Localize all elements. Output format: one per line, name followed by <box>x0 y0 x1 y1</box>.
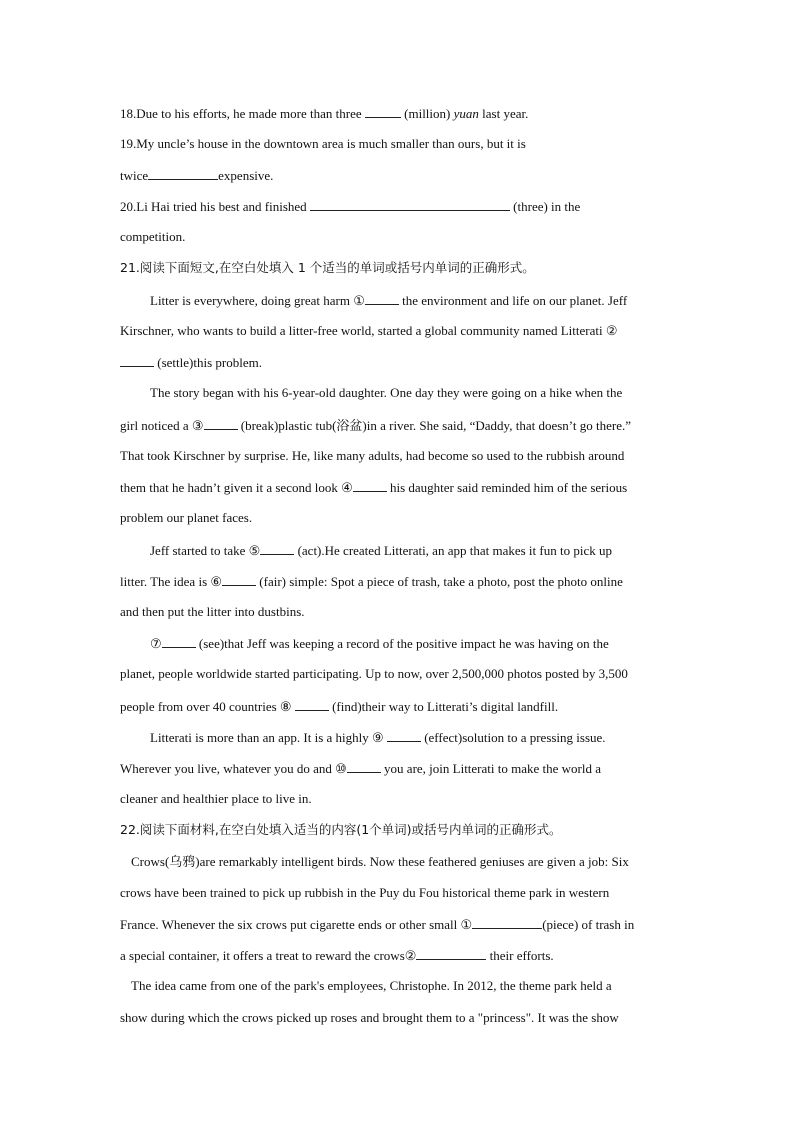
answer-blank[interactable] <box>347 760 381 773</box>
q21-p4-line-1 <box>150 635 609 652</box>
question-19-line-2 <box>120 167 273 184</box>
q22-p2-line-2 <box>120 1010 619 1026</box>
answer-blank[interactable] <box>365 292 399 305</box>
q21-text: (act).He created Litterati, an app that makes it fun to pick up <box>294 543 612 558</box>
answer-blank[interactable] <box>120 354 154 367</box>
q21-text: Litter is everywhere, doing great harm ① <box>150 293 365 308</box>
q21-text: planet, people worldwide started participating. Up to now, over 2,500,000 photos posted by 3,500 <box>120 666 628 681</box>
q22-p1-line-2 <box>120 885 609 901</box>
q21-p5-line-3 <box>120 791 312 807</box>
answer-blank[interactable] <box>222 573 256 586</box>
answer-blank[interactable] <box>387 729 421 742</box>
answer-blank[interactable] <box>310 198 510 211</box>
q18-text-before: 18.Due to his efforts, he made more than three <box>120 106 365 121</box>
q22-text: their efforts. <box>486 948 554 963</box>
q22-p1-line-3 <box>120 916 634 933</box>
q21-text: That took Kirschner by surprise. He, like many adults, had become so used to the rubbish around <box>120 448 625 463</box>
question-21-heading <box>120 260 535 276</box>
q19-text-after: expensive. <box>218 168 274 183</box>
q21-text: (break)plastic tub(浴盆)in a river. She said, “Daddy, that doesn’t go there.” <box>237 418 631 433</box>
q21-p2-line-2 <box>120 417 631 434</box>
answer-blank[interactable] <box>472 916 542 929</box>
q21-text: people from over 40 countries ⑧ <box>120 699 295 714</box>
q21-p1-line-2 <box>120 323 618 339</box>
q21-p2-line-1 <box>150 385 622 401</box>
q22-text: show during which the crows picked up roses and brought them to a "princess". It was the show <box>120 1010 619 1025</box>
q21-p2-line-4 <box>120 479 627 496</box>
q22-text: The idea came from one of the park's employees, Christophe. In 2012, the theme park held a <box>131 978 612 993</box>
q21-text: and then put the litter into dustbins. <box>120 604 305 619</box>
q21-text: Jeff started to take ⑤ <box>150 543 261 558</box>
q22-text: a special container, it offers a treat to reward the crows② <box>120 948 417 963</box>
answer-blank[interactable] <box>416 947 486 960</box>
q19-text: 19.My uncle’s house in the downtown area is much smaller than ours, but it is <box>120 136 526 151</box>
q21-text: problem our planet faces. <box>120 510 253 525</box>
answer-blank[interactable] <box>148 167 218 180</box>
q21-text: girl noticed a ③ <box>120 418 204 433</box>
q21-text: cleaner and healthier place to live in. <box>120 791 312 806</box>
q18-hint: (million) <box>400 106 454 121</box>
q21-p2-line-3 <box>120 448 624 464</box>
q21-p5-line-2 <box>120 760 601 777</box>
answer-blank[interactable] <box>295 698 329 711</box>
q21-text: (settle)this problem. <box>154 355 262 370</box>
question-22-heading <box>120 822 562 838</box>
q21-p2-line-5 <box>120 510 252 526</box>
q18-italic-word: yuan <box>453 106 479 121</box>
q22-p2-line-1 <box>131 978 612 994</box>
q21-p3-line-2 <box>120 573 623 590</box>
q21-p3-line-3 <box>120 604 305 620</box>
q21-text: you are, join Litterati to make the world a <box>380 761 602 776</box>
answer-blank[interactable] <box>260 542 294 555</box>
q20-text: competition. <box>120 229 186 244</box>
q21-p1-line-3 <box>120 354 262 371</box>
q21-text: ⑦ <box>150 636 162 651</box>
q22-text: (piece) of trash in <box>542 917 635 932</box>
q22-text: crows have been trained to pick up rubbish in the Puy du Fou historical theme park in western <box>120 885 610 900</box>
q21-p4-line-2 <box>120 666 628 682</box>
answer-blank[interactable] <box>162 635 196 648</box>
q21-text: his daughter said reminded him of the serious <box>386 480 628 495</box>
q21-text: (find)their way to Litterati’s digital landfill. <box>328 699 559 714</box>
q19-text-before: twice <box>120 168 149 183</box>
q21-text: Kirschner, who wants to build a litter-free world, started a global community named Litterati ② <box>120 323 618 338</box>
question-18 <box>120 105 528 122</box>
q22-text: Crows(乌鸦)are remarkably intelligent birds. Now these feathered geniuses are given a job: Six <box>131 854 629 869</box>
q20-text-after: (three) in the <box>509 199 581 214</box>
answer-blank[interactable] <box>204 417 238 430</box>
answer-blank[interactable] <box>353 479 387 492</box>
q20-text-before: 20.Li Hai tried his best and finished <box>120 199 310 214</box>
q21-text: Wherever you live, whatever you do and ⑩ <box>120 761 347 776</box>
q21-p1-line-1 <box>150 292 627 309</box>
q21-p4-line-3 <box>120 698 558 715</box>
q21-text: (fair) simple: Spot a piece of trash, take a photo, post the photo online <box>256 574 623 589</box>
q18-text-after: last year. <box>478 106 529 121</box>
q21-heading-text: 21.阅读下面短文,在空白处填入 1 个适当的单词或括号内单词的正确形式。 <box>120 260 535 275</box>
answer-blank[interactable] <box>365 105 401 118</box>
question-20-line-2 <box>120 229 185 245</box>
q21-text: Litterati is more than an app. It is a highly ⑨ <box>150 730 387 745</box>
q22-text: France. Whenever the six crows put cigarette ends or other small ① <box>120 917 473 932</box>
q21-text: (see)that Jeff was keeping a record of the positive impact he was having on the <box>195 636 609 651</box>
q21-text: (effect)solution to a pressing issue. <box>420 730 606 745</box>
question-19-line-1 <box>120 136 526 152</box>
q21-text: the environment and life on our planet. Jeff <box>398 293 628 308</box>
q21-text: The story began with his 6-year-old daughter. One day they were going on a hike when the <box>150 385 623 400</box>
q22-heading-text: 22.阅读下面材料,在空白处填入适当的内容(1个单词)或括号内单词的正确形式。 <box>120 822 562 837</box>
q21-p3-line-1 <box>150 542 612 559</box>
q21-p5-line-1 <box>150 729 606 746</box>
q22-p1-line-4 <box>120 947 554 964</box>
q21-text: them that he hadn’t given it a second look ④ <box>120 480 353 495</box>
q21-text: litter. The idea is ⑥ <box>120 574 223 589</box>
question-20 <box>120 198 580 215</box>
q22-p1-line-1 <box>131 854 629 870</box>
